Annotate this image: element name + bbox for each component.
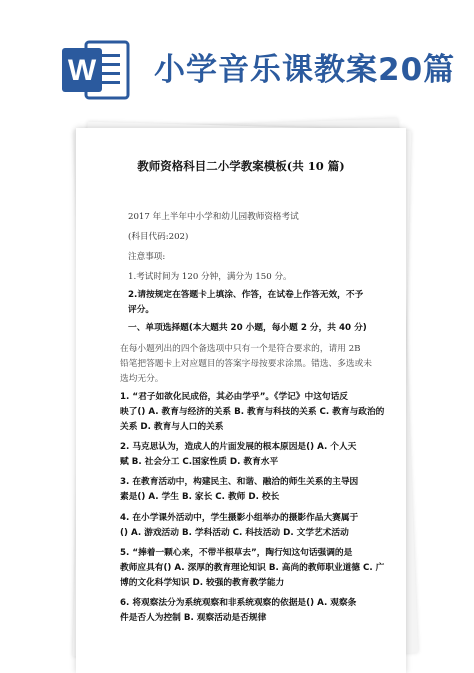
word-logo-letter: W — [67, 54, 97, 87]
notice-heading: 注意事项: — [128, 252, 166, 262]
banner — [0, 0, 474, 112]
question-5: 5. “捧着一颗心来，不带半根草去”，陶行知这句话强调的是 教师应具有() A. 深厚的教育理论知识 B. 高尚的教师职业道德 C. 广 博的文化科学知识 D. 较强的教育教学能力 — [120, 548, 385, 588]
question-1: 1. “君子如欲化民成俗，其必由学乎”。《学记》中这句话反 映了() A. 教育与经济的关系 B. 教育与科技的关系 C. 教育与政治的 关系 D. 教育与人口的关系 — [120, 392, 385, 432]
word-file-icon — [60, 38, 132, 102]
banner-title: 小学音乐课教案20篇 — [154, 52, 456, 88]
question-3: 3. 在教育活动中，构建民主、和谐、融洽的师生关系的主导因 素是() A. 学生 B. 家长 C. 教师 D. 校长 — [120, 477, 359, 502]
subject-code: (科目代码:202) — [128, 232, 189, 242]
document-page — [76, 128, 406, 673]
question-4: 4. 在小学课外活动中，学生摄影小组举办的摄影作品大赛属于 () A. 游戏活动 B. 学科活动 C. 科技活动 D. 文学艺术活动 — [120, 513, 359, 538]
question-2: 2. 马克思认为，造成人的片面发展的根本原因是() A. 个人天 赋 B. 社会分工 C.国家性质 D. 教育水平 — [120, 442, 357, 467]
section-heading: 一、单项选择题(本大题共 20 小题，每小题 2 分，共 40 分) — [128, 323, 367, 333]
notice-2: 2.请按规定在答题卡上填涂、作答，在试卷上作答无效，不予 评分。 — [128, 290, 364, 315]
section-instructions: 在每小题列出的四个备选项中只有一个是符合要求的，请用 2B 铅笔把答题卡上对应题目的答案字母按要求涂黑。错选、多选或未 选均无分。 — [120, 344, 372, 384]
document-title: 教师资格科目二小学教案模板(共 10 篇) — [137, 159, 345, 173]
notice-1: 1.考试时间为 120 分钟，满分为 150 分。 — [128, 272, 292, 282]
exam-name: 2017 年上半年中小学和幼儿园教师资格考试 — [128, 212, 299, 222]
question-6: 6. 将观察法分为系统观察和非系统观察的依据是() A. 观察条 件是否人为控制 B. 观察活动是否规律 — [120, 598, 357, 623]
